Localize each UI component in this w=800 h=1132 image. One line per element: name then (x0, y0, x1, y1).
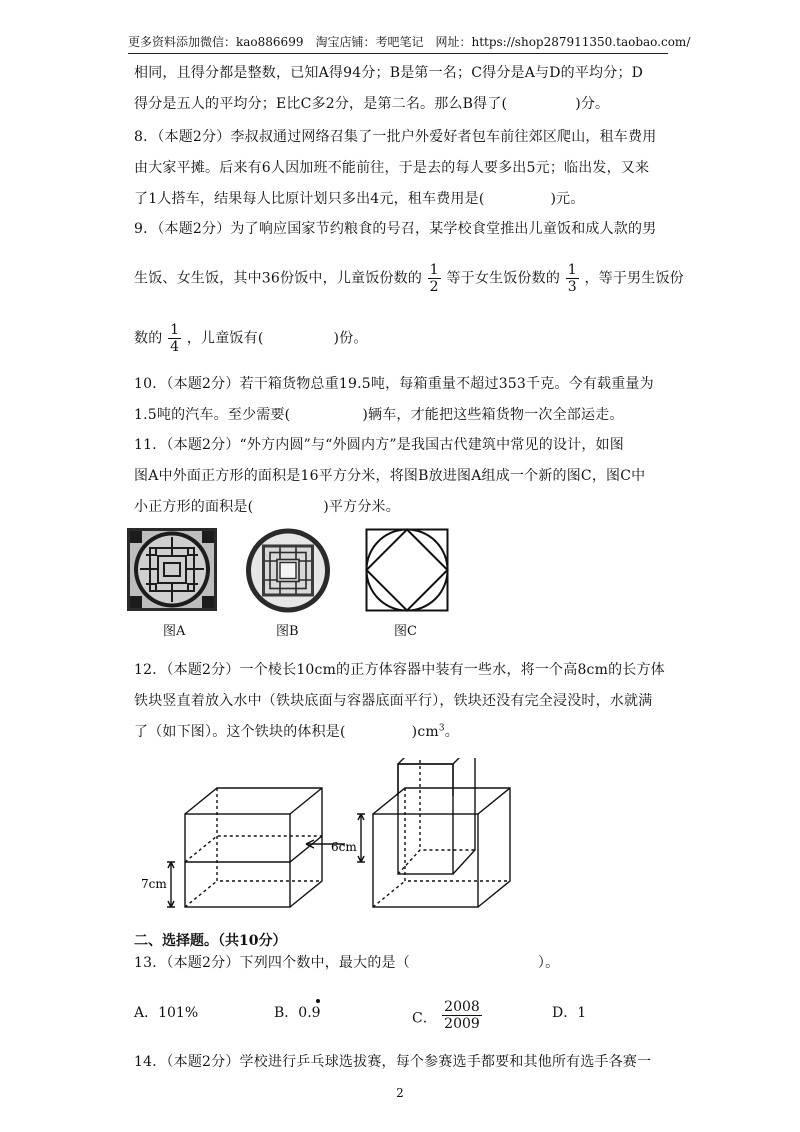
fraction-one-half: $\frac{1}{2}$ (429, 262, 439, 295)
q10-line2: 1.5吨的汽车。至少需要( )辆车，才能把这些箱货物一次全部运走。 (134, 407, 624, 423)
figure-a-label: 图A (163, 624, 186, 639)
q13-option-b[interactable]: B．0.9 (274, 1005, 321, 1021)
q9-line3: 数的 $\frac{1}{4}$ ，儿童饭有( )份。 (134, 322, 368, 355)
q12-line3: 了（如下图）。这个铁块的体积是( )$cm^3$。 (134, 723, 459, 740)
figure-b-lattice-image (244, 527, 332, 614)
figure-a-lattice-image (126, 527, 218, 612)
q14-line1: 14．（本题2分）学校进行乒乓球选拔赛，每个参赛选手都要和其他所有选手各赛一 (134, 1054, 652, 1070)
q12-line2: 铁块竖直着放入水中（铁块底面与容器底面平行），铁块还没有完全浸没时，水就满 (134, 693, 653, 709)
fraction-2008-2009: $\frac{2008}{2009}$ (444, 999, 480, 1032)
q11-line1: 11．（本题2分）“外方内圆”与“外圆内方”是我国古代建筑中常见的设计，如图 (134, 437, 624, 453)
q11-line3: 小正方形的面积是( )平方分米。 (134, 499, 400, 515)
q8-line1: 8．（本题2分）李叔叔通过网络召集了一批户外爱好者包车前往郊区爬山，租车费用 (134, 129, 657, 145)
section-title-choice: 二、选择题。（共10分） (134, 933, 287, 949)
label-7cm: 7cm (141, 877, 167, 891)
fraction-one-quarter: $\frac{1}{4}$ (170, 322, 180, 355)
q10-line1: 10．（本题2分）若干箱货物总重19.5吨，每箱重量不超过353千克。今有载重量为 (134, 376, 654, 392)
q13-line1: 13．（本题2分）下列四个数中，最大的是（ ）。 (134, 955, 560, 971)
q8-line3: 了1人搭车，结果每人比原计划只多出4元，租车费用是( )元。 (134, 191, 585, 207)
figure-c-label: 图C (394, 624, 417, 639)
q11-line2: 图A中外面正方形的面积是16平方分米，将图B放进图A组成一个新的图C，图C中 (134, 468, 646, 484)
q9-line1: 9．（本题2分）为了响应国家节约粮食的号召，某学校食堂推出儿童饭和成人款的男 (134, 221, 657, 237)
q12-cube-diagram (135, 758, 515, 910)
q8-line2: 由大家平摊。后来有6人因加班不能前往，于是去的每人要多出5元；临出发，又来 (134, 160, 650, 176)
q12-line1: 12．（本题2分）一个棱长10cm的正方体容器中装有一些水，将一个高8cm的长方体 (134, 662, 665, 678)
label-6cm: 6cm (331, 840, 357, 854)
figure-c-diagram (365, 528, 449, 612)
fraction-one-third: $\frac{1}{3}$ (567, 262, 577, 295)
q13-option-a[interactable]: A．101% (134, 1005, 199, 1021)
repeating-digit: 9 (311, 1005, 321, 1021)
page-number: 2 (396, 1086, 404, 1100)
q13-option-d[interactable]: D．1 (552, 1005, 587, 1021)
q13-option-c[interactable]: C． $\frac{2008}{2009}$ (412, 999, 480, 1032)
page-header: 更多资料添加微信：kao886699 淘宝店铺：考吧笔记 网址：https://shop287911350.taobao.com/ (128, 33, 668, 54)
figure-b-label: 图B (276, 624, 299, 639)
q7-line2: 得分是五人的平均分；E比C多2分，是第二名。那么B得了( )分。 (134, 96, 610, 112)
q9-line2: 生饭、女生饭，其中36份饭中，儿童饭份数的 $\frac{1}{2}$ 等于女生饭份数的 $\frac{1}{3}$ ，等于男生饭份 (134, 262, 684, 295)
q7-line1: 相同，且得分都是整数，已知A得94分；B是第一名；C得分是A与D的平均分；D (134, 65, 644, 81)
